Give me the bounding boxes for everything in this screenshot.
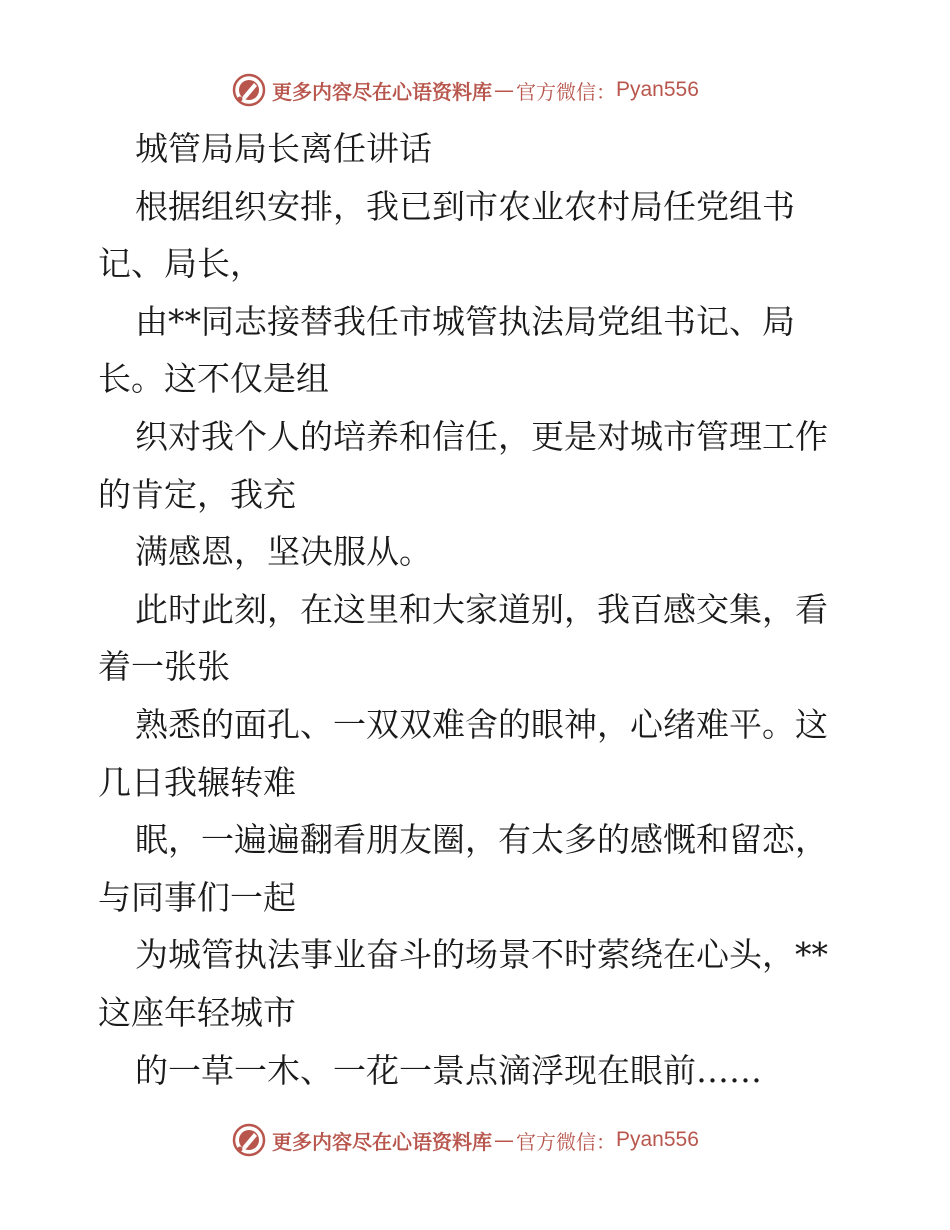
paragraph-line: 熟悉的面孔、一双双难舍的眼神，心绪难平。这 [135, 704, 828, 744]
paragraph-line: 这座年轻城市 [98, 992, 296, 1032]
paragraph-line: 此时此刻，在这里和大家道别，我百感交集，看 [135, 589, 828, 629]
paragraph-line: 织对我个人的培养和信任，更是对城市管理工作 [135, 416, 828, 456]
banner-separator: — [494, 78, 514, 102]
paragraph-line: 的一草一木、一花一景点滴浮现在眼前…… [135, 1050, 762, 1090]
paragraph-line: 着一张张 [98, 647, 230, 687]
banner-slogan: 更多内容尽在心语资料库 [272, 79, 492, 104]
document-title: 城管局局长离任讲话 [135, 129, 432, 168]
document-body [98, 120, 868, 1099]
paragraph-line: 的肯定，我充 [98, 474, 296, 514]
paragraph-line: 与同事们一起 [98, 877, 296, 917]
banner-wechat-label: 官方微信： [516, 79, 616, 104]
footer-banner [232, 1120, 699, 1160]
banner-wechat-id: Pyan556 [616, 1128, 699, 1151]
paragraph-line: 眠，一遍遍翻看朋友圈，有太多的感慨和留恋， [135, 820, 828, 860]
pen-nib-logo-icon [232, 73, 266, 107]
paragraph-line: 记、局长， [98, 244, 263, 284]
banner-slogan: 更多内容尽在心语资料库 [272, 1129, 492, 1154]
banner-wechat-label: 官方微信： [516, 1129, 616, 1154]
header-banner [232, 70, 699, 110]
paragraph-line: 由**同志接替我任市城管执法局党组书记、局 [135, 301, 795, 341]
banner-wechat-id: Pyan556 [616, 78, 699, 101]
paragraph-line: 满感恩，坚决服从。 [135, 532, 432, 572]
banner-separator: — [494, 1128, 514, 1152]
pen-nib-logo-icon [232, 1123, 266, 1157]
paragraph-line: 几日我辗转难 [98, 762, 296, 802]
paragraph-line: 长。这不仅是组 [98, 359, 329, 399]
paragraph-line: 根据组织安排，我已到市农业农村局任党组书 [135, 186, 795, 226]
paragraph-line: 为城管执法事业奋斗的场景不时萦绕在心头，** [135, 935, 828, 975]
